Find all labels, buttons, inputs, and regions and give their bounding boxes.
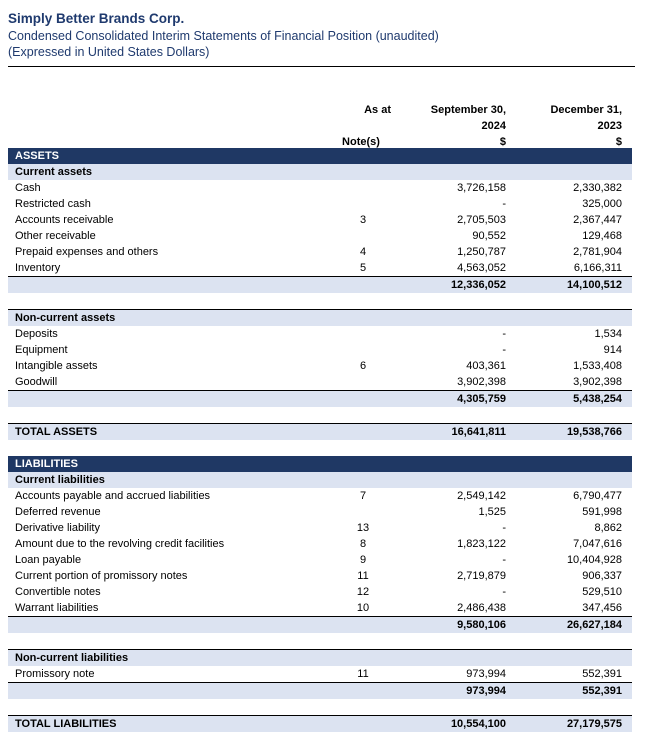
noncurrent-liabilities-total-sep30: 973,994 [466,685,506,697]
current-assets-total-row [8,276,632,293]
line-item-label: Goodwill [15,376,58,388]
line-item-row [8,244,632,260]
line-item-row [8,536,632,552]
line-item-sep30-value: 3,902,398 [457,376,506,388]
line-item-label: Other receivable [15,230,96,242]
liabilities-heading: LIABILITIES [15,458,78,470]
line-item-row [8,342,632,358]
line-item-note: 11 [357,570,369,582]
total-liabilities-row [8,715,632,732]
line-item-label: Derivative liability [15,522,100,534]
line-item-sep30-value: 2,719,879 [457,570,506,582]
col2-header-unit: $ [615,136,622,148]
current-liabilities-total-dec31: 26,627,184 [566,619,622,631]
line-item-label: Cash [15,182,41,194]
line-item-dec31-value: 6,166,311 [573,262,622,274]
line-item-dec31-value: 1,533,408 [573,360,622,372]
line-item-label: Prepaid expenses and others [15,246,159,258]
line-item-note: 5 [359,262,367,274]
total-assets-sep30: 16,641,811 [451,426,506,438]
line-item-dec31-value: 2,781,904 [573,246,622,258]
notes-column-header: Note(s) [342,136,380,148]
noncurrent-liabilities-total-dec31: 552,391 [582,685,622,697]
line-item-note: 12 [356,586,370,598]
line-item-note: 10 [356,602,370,614]
line-item-sep30-value: 4,563,052 [457,262,506,274]
line-item-row [8,488,632,504]
total-assets-label: TOTAL ASSETS [15,426,98,438]
statement-header [8,10,635,60]
line-item-note: 3 [359,214,367,226]
current-liabilities-header [8,472,632,488]
line-item-note: 9 [359,554,367,566]
financial-position-table [8,148,632,732]
header-divider [8,66,635,67]
line-item-label: Restricted cash [15,198,91,210]
line-item-sep30-value: 2,486,438 [457,602,506,614]
line-item-sep30-value: 2,705,503 [457,214,506,226]
assets-section-header [8,148,632,164]
line-item-note: 13 [356,522,370,534]
line-item-row [8,180,632,196]
line-item-sep30-value: - [502,554,506,566]
line-item-label: Inventory [15,262,61,274]
line-item-sep30-value: 403,361 [466,360,506,372]
line-item-row [8,260,632,276]
line-item-sep30-value: 3,726,158 [457,182,506,194]
line-item-note: 11 [357,668,369,680]
line-item-dec31-value: 347,456 [582,602,622,614]
line-item-dec31-value: 591,998 [582,506,622,518]
line-item-dec31-value: 914 [603,344,622,356]
line-item-note: 6 [359,360,367,372]
noncurrent-assets-total-sep30: 4,305,759 [457,393,506,405]
noncurrent-assets-total-row [8,390,632,407]
total-liabilities-dec31: 27,179,575 [566,718,622,730]
line-item-dec31-value: 6,790,477 [573,490,622,502]
noncurrent-liabilities-total-row [8,682,632,699]
current-liabilities-rows [8,488,632,616]
noncurrent-liabilities-header [8,649,632,666]
line-item-label: Intangible assets [15,360,98,372]
as-at-label: As at [364,104,391,116]
noncurrent-liabilities-heading: Non-current liabilities [15,652,129,664]
line-item-row [8,666,632,682]
col2-header-year: 2023 [597,120,622,132]
line-item-row [8,584,632,600]
line-item-sep30-value: 1,525 [478,506,506,518]
line-item-row [8,568,632,584]
col1-header-year: 2024 [481,120,506,132]
line-item-row [8,196,632,212]
current-assets-total-sep30: 12,336,052 [450,279,506,291]
line-item-note: 8 [359,538,367,550]
line-item-row [8,228,632,244]
current-assets-total-dec31: 14,100,512 [566,279,622,291]
total-assets-dec31: 19,538,766 [566,426,622,438]
liabilities-section-header [8,456,632,472]
line-item-dec31-value: 7,047,616 [573,538,622,550]
line-item-label: Amount due to the revolving credit facilities [15,538,225,550]
current-assets-heading: Current assets [15,166,93,178]
current-assets-header [8,164,632,180]
col2-header-date: December 31, [550,104,622,116]
line-item-sep30-value: - [502,522,506,534]
line-item-row [8,504,632,520]
current-assets-rows [8,180,632,276]
line-item-note: 4 [359,246,367,258]
line-item-dec31-value: 2,330,382 [573,182,622,194]
line-item-label: Accounts payable and accrued liabilities [15,490,211,502]
col1-header-date: September 30, [430,104,506,116]
currency-note: (Expressed in United States Dollars) [8,45,210,59]
line-item-dec31-value: 8,862 [594,522,622,534]
line-item-sep30-value: 1,823,122 [457,538,506,550]
statement-title: Condensed Consolidated Interim Statements of Financial Position (unaudited) [8,29,439,43]
line-item-dec31-value: 325,000 [582,198,622,210]
line-item-label: Loan payable [15,554,82,566]
line-item-label: Equipment [15,344,68,356]
line-item-sep30-value: 973,994 [466,668,506,680]
total-liabilities-label: TOTAL LIABILITIES [15,718,117,730]
company-name: Simply Better Brands Corp. [8,11,185,26]
current-liabilities-heading: Current liabilities [15,474,105,486]
line-item-dec31-value: 3,902,398 [573,376,622,388]
line-item-dec31-value: 129,468 [582,230,622,242]
line-item-dec31-value: 529,510 [582,586,622,598]
assets-heading: ASSETS [15,150,60,162]
line-item-label: Convertible notes [15,586,101,598]
noncurrent-assets-heading: Non-current assets [15,312,116,324]
line-item-label: Current portion of promissory notes [15,570,188,582]
line-item-sep30-value: - [502,198,506,210]
line-item-sep30-value: 90,552 [472,230,506,242]
noncurrent-liabilities-rows [8,666,632,682]
line-item-dec31-value: 2,367,447 [573,214,622,226]
line-item-row [8,212,632,228]
line-item-row [8,520,632,536]
line-item-dec31-value: 552,391 [582,668,622,680]
noncurrent-assets-rows [8,326,632,390]
line-item-dec31-value: 10,404,928 [566,554,622,566]
current-liabilities-total-row [8,616,632,633]
line-item-dec31-value: 1,534 [594,328,622,340]
line-item-row [8,374,632,390]
noncurrent-assets-total-dec31: 5,438,254 [573,393,622,405]
line-item-label: Deposits [15,328,58,340]
current-liabilities-total-sep30: 9,580,106 [457,619,506,631]
total-assets-row [8,423,632,440]
line-item-row [8,552,632,568]
noncurrent-assets-header [8,309,632,326]
line-item-label: Deferred revenue [15,506,101,518]
total-liabilities-sep30: 10,554,100 [450,718,506,730]
line-item-label: Accounts receivable [15,214,114,226]
line-item-sep30-value: 2,549,142 [457,490,506,502]
line-item-dec31-value: 906,337 [582,570,622,582]
col1-header-unit: $ [499,136,506,148]
line-item-label: Warrant liabilities [15,602,99,614]
line-item-row [8,358,632,374]
line-item-sep30-value: 1,250,787 [457,246,506,258]
line-item-sep30-value: - [502,344,506,356]
line-item-sep30-value: - [502,586,506,598]
line-item-note: 7 [359,490,367,502]
line-item-row [8,326,632,342]
line-item-sep30-value: - [502,328,506,340]
line-item-label: Promissory note [15,668,95,680]
line-item-row [8,600,632,616]
